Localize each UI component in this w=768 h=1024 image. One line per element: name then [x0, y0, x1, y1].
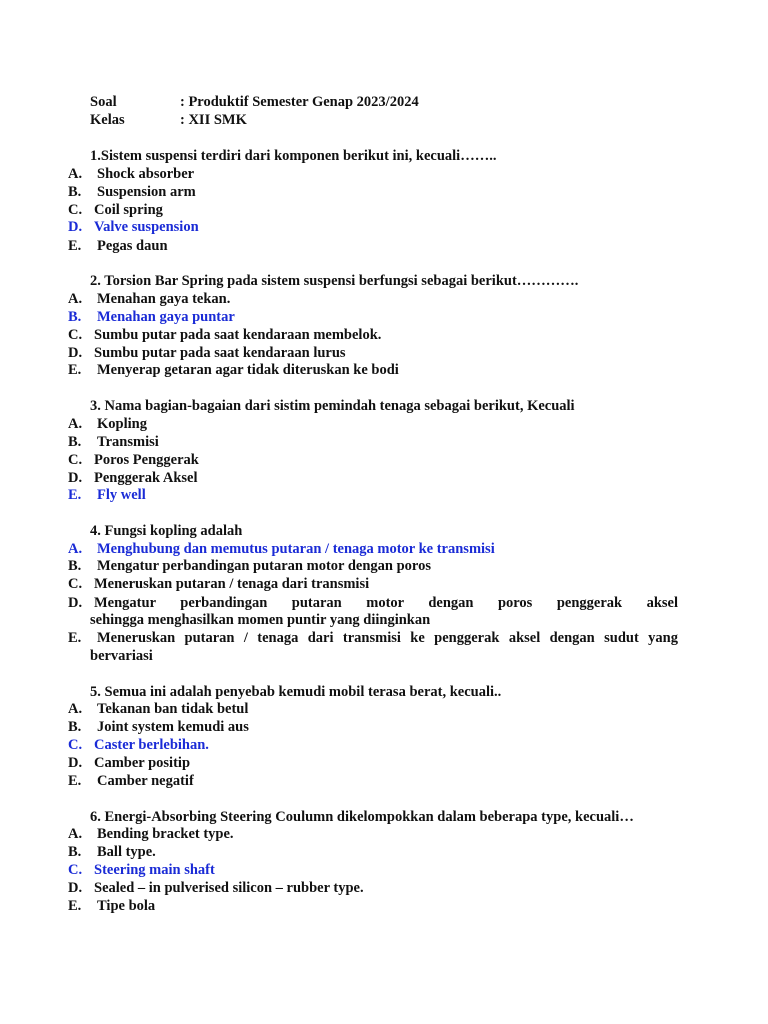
soal-label: Soal [90, 94, 117, 110]
q2-option-c: Sumbu putar pada saat kendaraan membelok. [94, 327, 382, 343]
q1-option-a: Shock absorber [97, 166, 195, 182]
q5-option-a: Tekanan ban tidak betul [97, 701, 249, 717]
q2-option-a-letter: A. [68, 291, 83, 307]
q1-option-b-letter: B. [68, 184, 82, 200]
q1-option-c-letter: C. [68, 202, 83, 218]
q5-option-b-letter: B. [68, 719, 82, 735]
q3-option-c: Poros Penggerak [94, 452, 199, 468]
q3-option-d: Penggerak Aksel [94, 470, 198, 486]
q1-option-b: Suspension arm [97, 184, 196, 200]
q5-option-e: Camber negatif [97, 773, 194, 789]
kelas-value: : XII SMK [180, 112, 247, 128]
q2-option-b-letter: B. [68, 309, 82, 325]
q6-option-c-answer: Steering main shaft [94, 862, 215, 878]
q3-option-b: Transmisi [97, 434, 159, 450]
q4-option-d: Mengatur perbandingan putaran motor dengan poros penggerak aksel [94, 595, 678, 611]
q2-option-b-answer: Menahan gaya puntar [97, 309, 235, 325]
q4-option-b: Mengatur perbandingan putaran motor dengan poros [97, 558, 431, 574]
q4-option-e-continued: bervariasi [90, 648, 153, 664]
kelas-label: Kelas [90, 112, 125, 128]
q1-option-d-letter: D. [68, 219, 83, 235]
q4-option-d-letter: D. [68, 595, 83, 611]
question-1: 1.Sistem suspensi terdiri dari komponen berikut ini, kecuali…….. [90, 148, 497, 164]
q1-option-e-letter: E. [68, 238, 82, 254]
q2-option-a: Menahan gaya tekan. [97, 291, 231, 307]
q5-option-a-letter: A. [68, 701, 83, 717]
q1-option-a-letter: A. [68, 166, 83, 182]
q1-option-e: Pegas daun [97, 238, 168, 254]
q4-option-e-letter: E. [68, 630, 82, 646]
q4-option-c: Meneruskan putaran / tenaga dari transmisi [94, 576, 370, 592]
q5-option-b: Joint system kemudi aus [97, 719, 249, 735]
q6-option-a: Bending bracket type. [97, 826, 234, 842]
q4-option-b-letter: B. [68, 558, 82, 574]
q1-option-d-answer: Valve suspension [94, 219, 199, 235]
q4-option-e: Meneruskan putaran / tenaga dari transmisi ke penggerak aksel dengan sudut yang [97, 630, 678, 646]
q6-option-a-letter: A. [68, 826, 83, 842]
q5-option-c-letter: C. [68, 737, 83, 753]
q2-option-d-letter: D. [68, 345, 83, 361]
q4-option-d-continued: sehingga menghasilkan momen puntir yang diinginkan [90, 612, 431, 628]
q5-option-e-letter: E. [68, 773, 82, 789]
q2-option-e-letter: E. [68, 362, 82, 378]
soal-value: : Produktif Semester Genap 2023/2024 [180, 94, 419, 110]
q6-option-e: Tipe bola [97, 898, 156, 914]
q4-option-a-answer: Menghubung dan memutus putaran / tenaga motor ke transmisi [97, 541, 495, 557]
q3-option-e-letter: E. [68, 487, 82, 503]
question-6: 6. Energi-Absorbing Steering Coulumn dikelompokkan dalam beberapa type, kecuali… [90, 809, 634, 825]
q4-option-a-letter: A. [68, 541, 83, 557]
question-5: 5. Semua ini adalah penyebab kemudi mobil terasa berat, kecuali.. [90, 684, 502, 700]
q4-option-c-letter: C. [68, 576, 83, 592]
q5-option-d-letter: D. [68, 755, 83, 771]
question-4: 4. Fungsi kopling adalah [90, 523, 243, 539]
q5-option-d: Camber positip [94, 755, 191, 771]
q2-option-c-letter: C. [68, 327, 83, 343]
q3-option-d-letter: D. [68, 470, 83, 486]
q2-option-d: Sumbu putar pada saat kendaraan lurus [94, 345, 346, 361]
question-3: 3. Nama bagian-bagaian dari sistim pemindah tenaga sebagai berikut, Kecuali [90, 398, 575, 414]
q3-option-e-answer: Fly well [97, 487, 146, 503]
q6-option-b-letter: B. [68, 844, 82, 860]
q6-option-c-letter: C. [68, 862, 83, 878]
q6-option-d-letter: D. [68, 880, 83, 896]
q3-option-b-letter: B. [68, 434, 82, 450]
question-2: 2. Torsion Bar Spring pada sistem suspensi berfungsi sebagai berikut…………. [90, 273, 579, 289]
q3-option-c-letter: C. [68, 452, 83, 468]
q6-option-e-letter: E. [68, 898, 82, 914]
q3-option-a: Kopling [97, 416, 147, 432]
q3-option-a-letter: A. [68, 416, 83, 432]
q6-option-b: Ball type. [97, 844, 156, 860]
q1-option-c: Coil spring [94, 202, 163, 218]
q5-option-c-answer: Caster berlebihan. [94, 737, 209, 753]
q6-option-d: Sealed – in pulverised silicon – rubber type. [94, 880, 364, 896]
q2-option-e: Menyerap getaran agar tidak diteruskan ke bodi [97, 362, 399, 378]
